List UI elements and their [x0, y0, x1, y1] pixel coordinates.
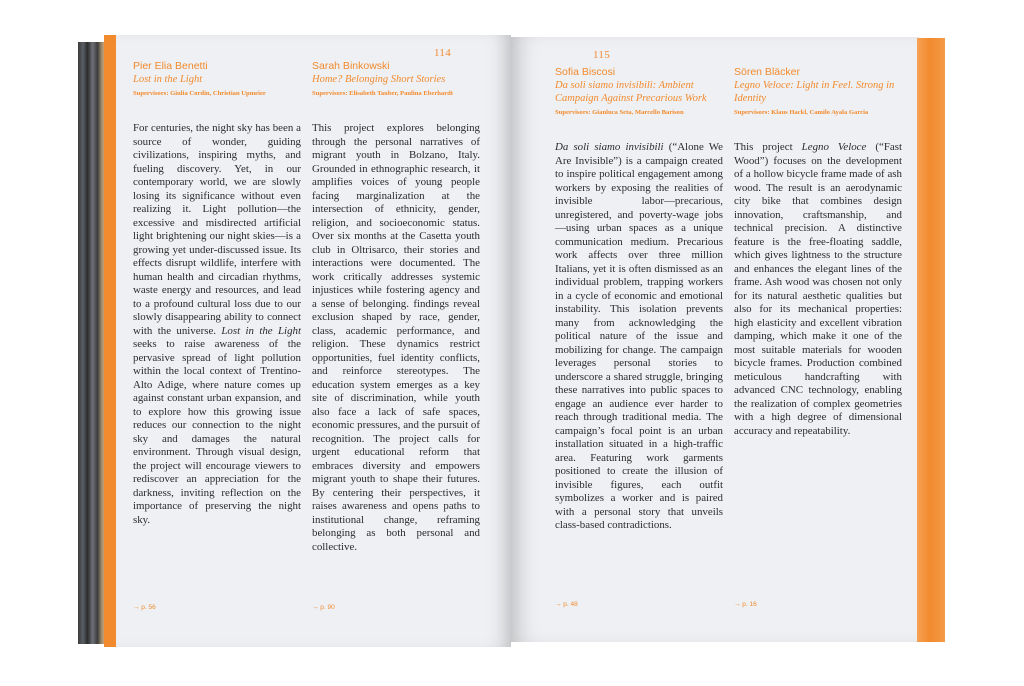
project-title: Da soli siamo invisibili: Ambient Campaign Against Precarious Work: [555, 80, 707, 104]
entry-biscosi: [555, 66, 723, 533]
supervisors: Supervisors: Gianluca Seta, Marcello Barison: [555, 109, 684, 116]
right-page: [511, 37, 919, 642]
page-number-right: 115: [593, 49, 610, 61]
page-number-left: 114: [434, 47, 451, 59]
supervisors: Supervisors: Giulia Cordin, Christian Upmeier: [133, 90, 266, 97]
author-name: Sören Bläcker: [734, 66, 800, 78]
project-description: This project explores belonging through the personal narratives of migrant youth in Bolzano, Italy. Grounded in ethnographic research, it amplifies voices of young people facing marginalization at the intersection of ethnicity, gender, religion, and socioeconomic status. Over six months at the Casetta youth club in Oltrisarco, their stories and interactions were documented. The work critically addresses systemic injustices while fostering agency and a sense of belonging. findings reveal exclusion shaped by race, gender, class, academic performance, and religion. These dynamics restrict opportunities, fuel identity conflicts, and reinforce stereotypes. The education system emerges as a key site of discrimination, while youth also face a lack of safe spaces, economic pressures, and the pursuit of recognition. The project calls for urgent educational reform that embraces diversity and empowers migrant youth to shape their futures. By centering their perspectives, it raises awareness and opens paths to institutional change, reframing belonging as both personal and collective.: [312, 122, 480, 553]
project-description: This project Legno Veloce (“Fast Wood”) focuses on the development of a hollow bicycle frame made of ash wood. The result is an aerodynamic city bike that combines design innovation, craftsmanship, and technical precision. A distinctive feature is the free-floating saddle, which gives lightness to the structure and enhances the elegant lines of the frame. Ash wood was chosen not only for its natural aesthetic qualities but also for its mechanical properties: high elasticity and excellent vibration damping, which make it one of the most suitable materials for wooden bicycle frames. Production combined meticulous handcrafting with advanced CNC technology, enabling the realization of complex geometries with a high degree of dimensional accuracy and repeatability.: [734, 141, 903, 437]
entry-binkowski: [312, 60, 480, 554]
supervisors: Supervisors: Klaus Hackl, Camilo Ayala Garcia: [734, 109, 869, 116]
project-title: Home? Belonging Short Stories: [312, 74, 446, 85]
project-description: Da soli siamo invisibili (“Alone We Are Invisible”) is a campaign created to inspire political engagement among workers by exposing the realities of invisible labor—precarious, unregistered, and poverty-wage jobs—using urban spaces as a unique communication medium. Precarious work affects over three million Italians, yet it is often dismissed as an individual problem, trapping workers in a cycle of economic and emotional instability. This isolation prevents many from acknowledging the political nature of the issue and mobilizing for change. The campaign leverages personal stories to underscore a shared struggle, bringing these narratives into public spaces to engage an audience ever harder to reach through traditional media. The campaign’s focal point is an urban installation situated in a high-traffic area. Featuring work garments positioned to create the illusion of invisible figures, each outfit symbolizes a worker and is paired with a personal story that unveils class-based contradictions.: [555, 141, 723, 531]
project-title: Lost in the Light: [133, 74, 203, 85]
project-title: Legno Veloce: Light in Feel. Strong in Identity: [734, 80, 895, 104]
page-reference: → p. 48: [555, 601, 578, 608]
page-reference: → p. 56: [133, 604, 156, 611]
project-description: For centuries, the night sky has been a source of wonder, guiding civilizations, inspiring myths, and fueling discovery. Yet, in our contemporary world, we are slowly losing its significance without even realizing it. Light pollution—the excessive and misdirected artificial light brightening our night skies—is a growing yet under-discussed issue. Its effects disrupt wildlife, interfere with human health and circadian rhythms, waste energy and resources, and lead to a profound cultural loss due to our slowly disappearing ability to connect with the universe. Lost in the Light seeks to raise awareness of the pervasive spread of light pollution within the local context of Trentino-Alto Adige, where nature comes up against constant urban expansion, and to explore how this growing issue reduces our connection to the night sky and damages the natural environment. Through visual design, the project will encourage viewers to rediscover an appreciation for the darkness, inviting reflection on the importance of preserving the night sky.: [133, 122, 301, 526]
page-reference: → p. 16: [734, 601, 757, 608]
author-name: Pier Elia Benetti: [133, 60, 208, 72]
page-reference: → p. 90: [312, 604, 335, 611]
author-name: Sarah Binkowski: [312, 60, 390, 72]
entry-benetti: [133, 60, 301, 527]
author-name: Sofia Biscosi: [555, 66, 616, 78]
book-edge-left: [78, 42, 106, 644]
left-page: [104, 35, 511, 647]
supervisors: Supervisors: Elisabeth Tauber, Paulina Eberhardt: [312, 90, 454, 97]
entry-blaecker: [734, 66, 902, 438]
book-edge-right: [917, 38, 945, 642]
